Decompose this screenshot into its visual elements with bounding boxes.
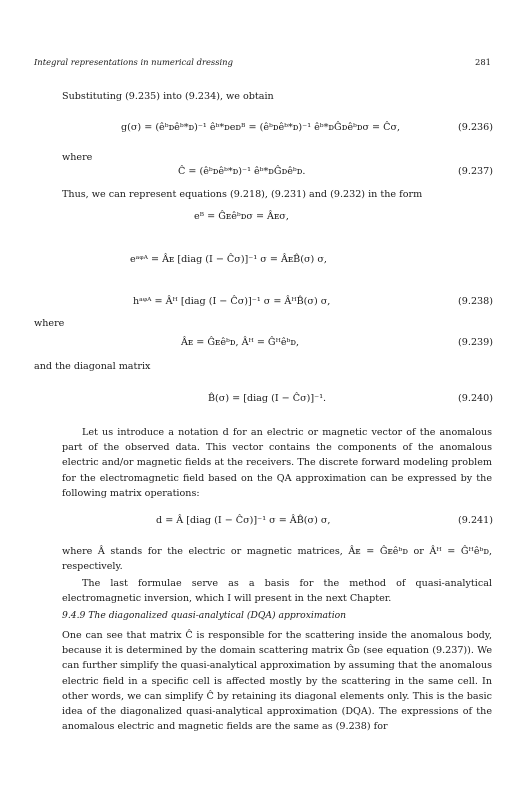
- section-heading-9-4-9: 9.4.9 The diagonalized quasi-analytical (DQA) approximation: [62, 610, 347, 621]
- intro-text: Substituting (9.235) into (9.234), we obtain: [62, 91, 274, 102]
- equation-eqa: eᵃᵠᴬ = Âᴇ [diag (I − Ĉσ)]⁻¹ σ = ÂᴇB̂(σ) σ,: [130, 254, 327, 265]
- equation-number-9-240: (9.240): [458, 393, 493, 404]
- equation-9-239: Âᴇ = Ĝᴇêᵇᴅ, Âᴴ = Ĝᴴêᵇᴅ,: [181, 337, 300, 348]
- where-label-2: where: [34, 318, 65, 329]
- equation-number-9-236: (9.236): [458, 122, 493, 133]
- thus-text: Thus, we can represent equations (9.218), (9.231) and (9.232) in the form: [62, 189, 423, 200]
- equation-number-9-238: (9.238): [458, 296, 493, 307]
- equation-9-236: g(σ) = (êᵇᴅêᵇ*ᴅ)⁻¹ êᵇ*ᴅeᴅᴮ = (êᵇᴅêᵇ*ᴅ)⁻¹ êᵇ*ᴅĜᴅêᵇᴅσ = Ĉσ,: [121, 122, 401, 133]
- page-number: 281: [475, 57, 491, 67]
- paragraph-where-a: where Â stands for the electric or magnetic matrices, Âᴇ = Ĝᴇêᵇᴅ or Âᴴ = Ĝᴴêᵇᴅ, respectively.: [62, 546, 492, 573]
- diagonal-intro: and the diagonal matrix: [34, 361, 151, 372]
- equation-9-240: B̂(σ) = [diag (I − Ĉσ)]⁻¹.: [208, 393, 327, 404]
- running-title: Integral representations in numerical dressing: [34, 57, 233, 67]
- equation-number-9-241: (9.241): [458, 515, 493, 526]
- equation-number-9-239: (9.239): [458, 337, 493, 348]
- paragraph-notation: Let us introduce a notation d for an electric or magnetic vector of the anomalous part of the observed data. This vector contains the components of the anomalous electric and/or magnetic fields at the receivers. The discrete forward modeling problem for the electromagnetic field based on the QA approximation can be expressed by the following matrix operations:: [62, 427, 492, 499]
- equation-eb: eᴮ = Ĝᴇêᵇᴅσ = Âᴇσ,: [194, 211, 289, 222]
- equation-hqa: hᵃᵠᴬ = Âᴴ [diag (I − Ĉσ)]⁻¹ σ = ÂᴴB̂(σ) σ,: [133, 296, 331, 307]
- equation-9-237: Ĉ = (êᵇᴅêᵇ*ᴅ)⁻¹ êᵇ*ᴅĜᴅêᵇᴅ.: [178, 166, 306, 177]
- paragraph-dqa: One can see that matrix Ĉ is responsible for the scattering inside the anomalous body, because it is determined by the domain scattering matrix Ĝᴅ (see equation (9.237)). We can further simplify the quasi-analytical approximation by assuming that the anomalous electric field in a specific cell is affected mostly by the scattering in the same cell. In other words, we can simplify Ĉ by retaining its diagonal elements only. This is the basic idea of the diagonalized quasi-analytical approximation (DQA). The expressions of the anomalous electric and magnetic fields are the same as (9.238) for: [62, 630, 492, 733]
- equation-number-9-237: (9.237): [458, 166, 493, 177]
- where-label-1: where: [62, 152, 93, 163]
- paragraph-basis: The last formulae serve as a basis for the method of quasi-analytical electromagnetic inversion, which I will present in the next Chapter.: [62, 578, 492, 605]
- equation-9-241: d = Â [diag (I − Ĉσ)]⁻¹ σ = ÂB̂(σ) σ,: [156, 515, 331, 526]
- running-header: [34, 57, 491, 71]
